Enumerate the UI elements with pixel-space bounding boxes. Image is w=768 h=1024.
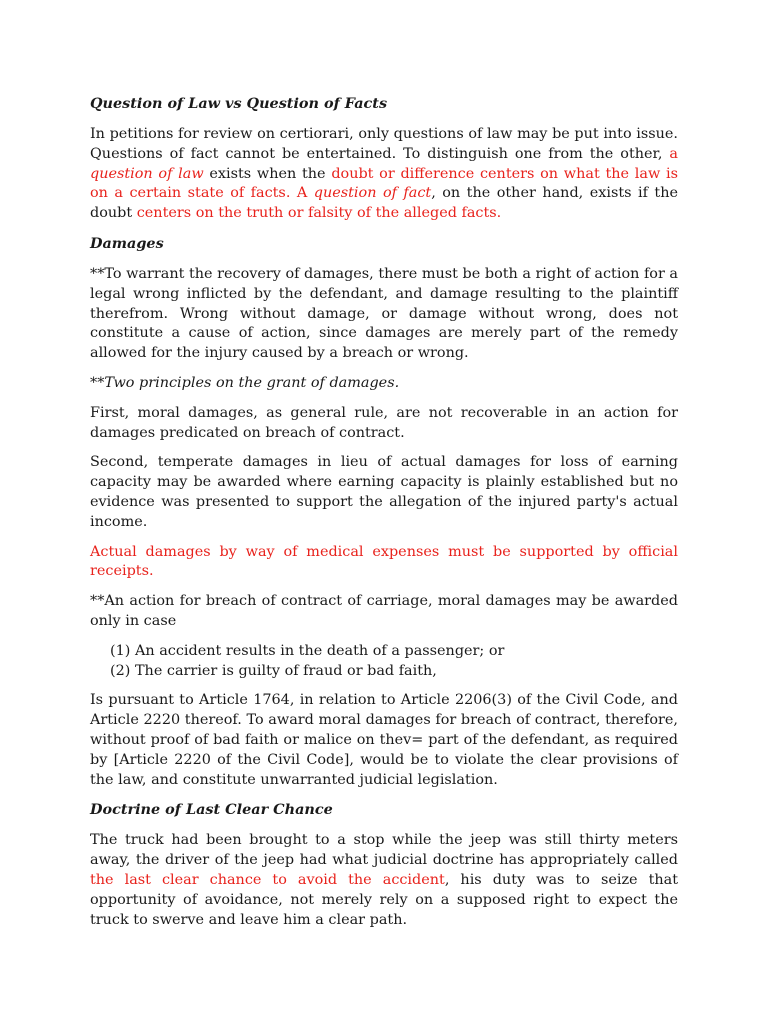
paragraph-article-1764: Is pursuant to Article 1764, in relation to Article 2206(3) of the Civil Code, and Article 2220 thereof. To award moral damages for breach of contract, therefore, without proof of bad faith or malice on thev= part of the defendant, as required by [Article 2220 of the Civil Code], would be to violate the clear provisions of the law, and constitute unwarranted judicial legislation. bbox=[90, 692, 678, 788]
paragraph-first-principle: First, moral damages, as general rule, are not recoverable in an action for damages predicated on breach of contract. bbox=[90, 404, 678, 441]
heading-damages: Damages bbox=[90, 234, 164, 252]
paragraph-actual-damages: Actual damages by way of medical expenses must be supported by official receipts. bbox=[90, 543, 678, 580]
list-item: (2) The carrier is guilty of fraud or bad faith, bbox=[110, 662, 437, 679]
paragraph-question-of-law: In petitions for review on certiorari, only questions of law may be put into issue. Questions of fact cannot be entertained. To distinguish one from the other, a question of law exists when the doubt or difference centers on what the law is on a certain state of facts. A question of fact, on the other hand, exists if the doubt centers on the truth or falsity of the alleged facts. bbox=[90, 126, 678, 222]
list-item: (1) An accident results in the death of a passenger; or bbox=[110, 642, 505, 659]
paragraph-damages-recovery: **To warrant the recovery of damages, there must be both a right of action for a legal wrong inflicted by the defendant, and damage resulting to the plaintiff therefrom. Wrong without damage, or damage without wrong, does not constitute a cause of action, since damages are merely part of the remedy allowed for the injury caused by a breach or wrong. bbox=[90, 265, 678, 362]
paragraph-second-principle: Second, temperate damages in lieu of actual damages for loss of earning capacity may be awarded where earning capacity is plainly established but no evidence was presented to support the allegation of the injured party's actual income. bbox=[90, 454, 678, 530]
paragraph-last-clear-chance: The truck had been brought to a stop while the jeep was still thirty meters away, the driver of the jeep had what judicial doctrine has appropriately called the last clear chance to avoid the accident, his duty was to seize that opportunity of avoidance, not merely rely on a supposed right to expect the truck to swerve and leave him a clear path. bbox=[90, 832, 678, 928]
heading-question-of-law: Question of Law vs Question of Facts bbox=[90, 95, 388, 112]
paragraph-breach-carriage: **An action for breach of contract of carriage, moral damages may be awarded only in case bbox=[90, 593, 678, 629]
heading-last-clear-chance: Doctrine of Last Clear Chance bbox=[90, 801, 333, 819]
conditions-list bbox=[110, 642, 678, 682]
paragraph-two-principles: **Two principles on the grant of damages. bbox=[90, 374, 400, 391]
